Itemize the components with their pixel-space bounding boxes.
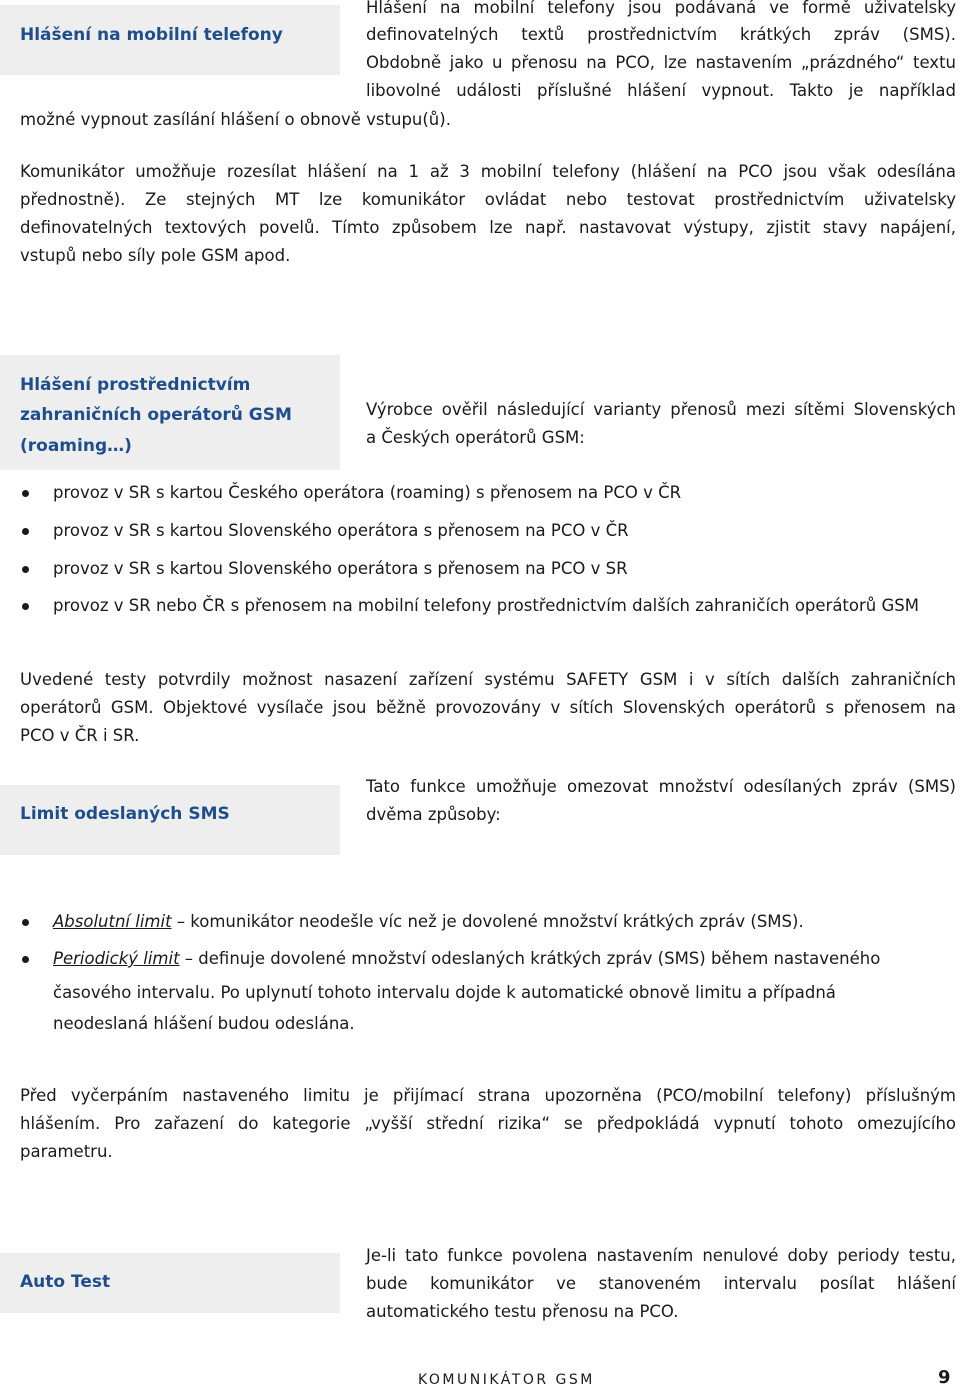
periodic-limit-item <box>53 945 880 973</box>
roaming-variant-2: provoz v SR s kartou Slovenského operátora s přenosem na PCO v ČR <box>53 521 629 540</box>
section4-line-3: automatického testu přenosu na PCO. <box>366 1302 679 1321</box>
section1-line-1: Hlášení na mobilní telefony jsou podávaná ve formě uživatelsky <box>366 0 956 17</box>
heading-roaming-line-3: (roaming…) <box>20 436 132 456</box>
absolute-limit-description: – komunikátor neodešle víc než je dovolené množství krátkých zpráv (SMS). <box>171 912 804 931</box>
section3-after-line-2: hlášením. Pro zařazení do kategorie „vyšší střední rizika“ se předpokládá vypnutí tohoto omezujícího <box>20 1114 956 1133</box>
bullet-dot <box>22 528 29 535</box>
heading-sms-limit: Limit odeslaných SMS <box>20 804 230 824</box>
bullet-dot <box>22 566 29 573</box>
periodic-limit-cont-1: časového intervalu. Po uplynutí tohoto intervalu dojde k automatické obnově limitu a případná <box>53 983 836 1002</box>
heading-mobile-reports: Hlášení na mobilní telefony <box>20 25 283 45</box>
heading-roaming-line-2: zahraničních operátorů GSM <box>20 405 292 425</box>
absolute-limit-term: Absolutní limit <box>53 912 172 931</box>
roaming-variant-4: provoz v SR nebo ČR s přenosem na mobilní telefony prostřednictvím dalších zahraničích operátorů GSM <box>53 596 919 615</box>
bullet-dot <box>22 956 29 963</box>
section3-after-line-1: Před vyčerpáním nastaveného limitu je přijímací strana upozorněna (PCO/mobilní telefony) příslušným <box>20 1086 956 1105</box>
bullet-dot <box>22 490 29 497</box>
section2-after-line-2: operátorů GSM. Objektové vysílače jsou běžně provozovány v sítích Slovenských operátorů s přenosem na <box>20 698 956 717</box>
absolute-limit-item <box>53 908 804 936</box>
heading-auto-test: Auto Test <box>20 1272 111 1292</box>
section4-line-2: bude komunikátor ve stanoveném intervalu posílat hlášení <box>366 1274 956 1293</box>
periodic-limit-cont-2: neodeslaná hlášení budou odeslána. <box>53 1014 355 1033</box>
bullet-dot <box>22 919 29 926</box>
section1-line-4: libovolné události příslušné hlášení vypnout. Takto je například <box>366 81 956 100</box>
roaming-variant-3: provoz v SR s kartou Slovenského operátora s přenosem na PCO v SR <box>53 559 628 578</box>
page-number: 9 <box>938 1367 951 1388</box>
para1-line-3: definovatelných textových povelů. Tímto způsobem lze např. nastavovat výstupy, zjistit stavy napájení, <box>20 218 956 237</box>
section3-line-1: Tato funkce umožňuje omezovat množství odesílaných zpráv (SMS) <box>366 777 956 796</box>
para1-line-2: přednostně). Ze stejných MT lze komunikátor ovládat nebo testovat prostřednictvím uživatelsky <box>20 190 956 209</box>
para1-line-1: Komunikátor umožňuje rozesílat hlášení na 1 až 3 mobilní telefony (hlášení na PCO jsou však odesílána <box>20 162 956 181</box>
periodic-limit-term: Periodický limit <box>53 949 180 968</box>
roaming-variant-1: provoz v SR s kartou Českého operátora (roaming) s přenosem na PCO v ČR <box>53 483 682 502</box>
periodic-limit-description: – definuje dovolené množství odeslaných krátkých zpráv (SMS) během nastaveného <box>179 949 881 968</box>
section4-line-1: Je-li tato funkce povolena nastavením nenulové doby periody testu, <box>366 1246 956 1265</box>
section1-line-2: definovatelných textů prostřednictvím krátkých zpráv (SMS). <box>366 25 956 44</box>
section2-after-line-3: PCO v ČR i SR. <box>20 726 140 745</box>
heading-roaming-line-1: Hlášení prostřednictvím <box>20 375 251 395</box>
footer-title: KOMUNIKÁTOR GSM <box>418 1372 595 1388</box>
section3-line-2: dvěma způsoby: <box>366 805 501 824</box>
section2-line-1: Výrobce ověřil následující varianty přenosů mezi sítěmi Slovenských <box>366 400 956 419</box>
section2-line-2: a Českých operátorů GSM: <box>366 428 585 447</box>
section2-after-line-1: Uvedené testy potvrdily možnost nasazení zařízení systému SAFETY GSM i v sítích dalších zahraničních <box>20 670 956 689</box>
section3-after-line-3: parametru. <box>20 1142 113 1161</box>
section1-line-5: možné vypnout zasílání hlášení o obnově vstupu(ů). <box>20 110 451 129</box>
section1-line-3: Obdobně jako u přenosu na PCO, lze nastavením „prázdného“ textu <box>366 53 956 72</box>
bullet-dot <box>22 603 29 610</box>
para1-line-4: vstupů nebo síly pole GSM apod. <box>20 246 291 265</box>
